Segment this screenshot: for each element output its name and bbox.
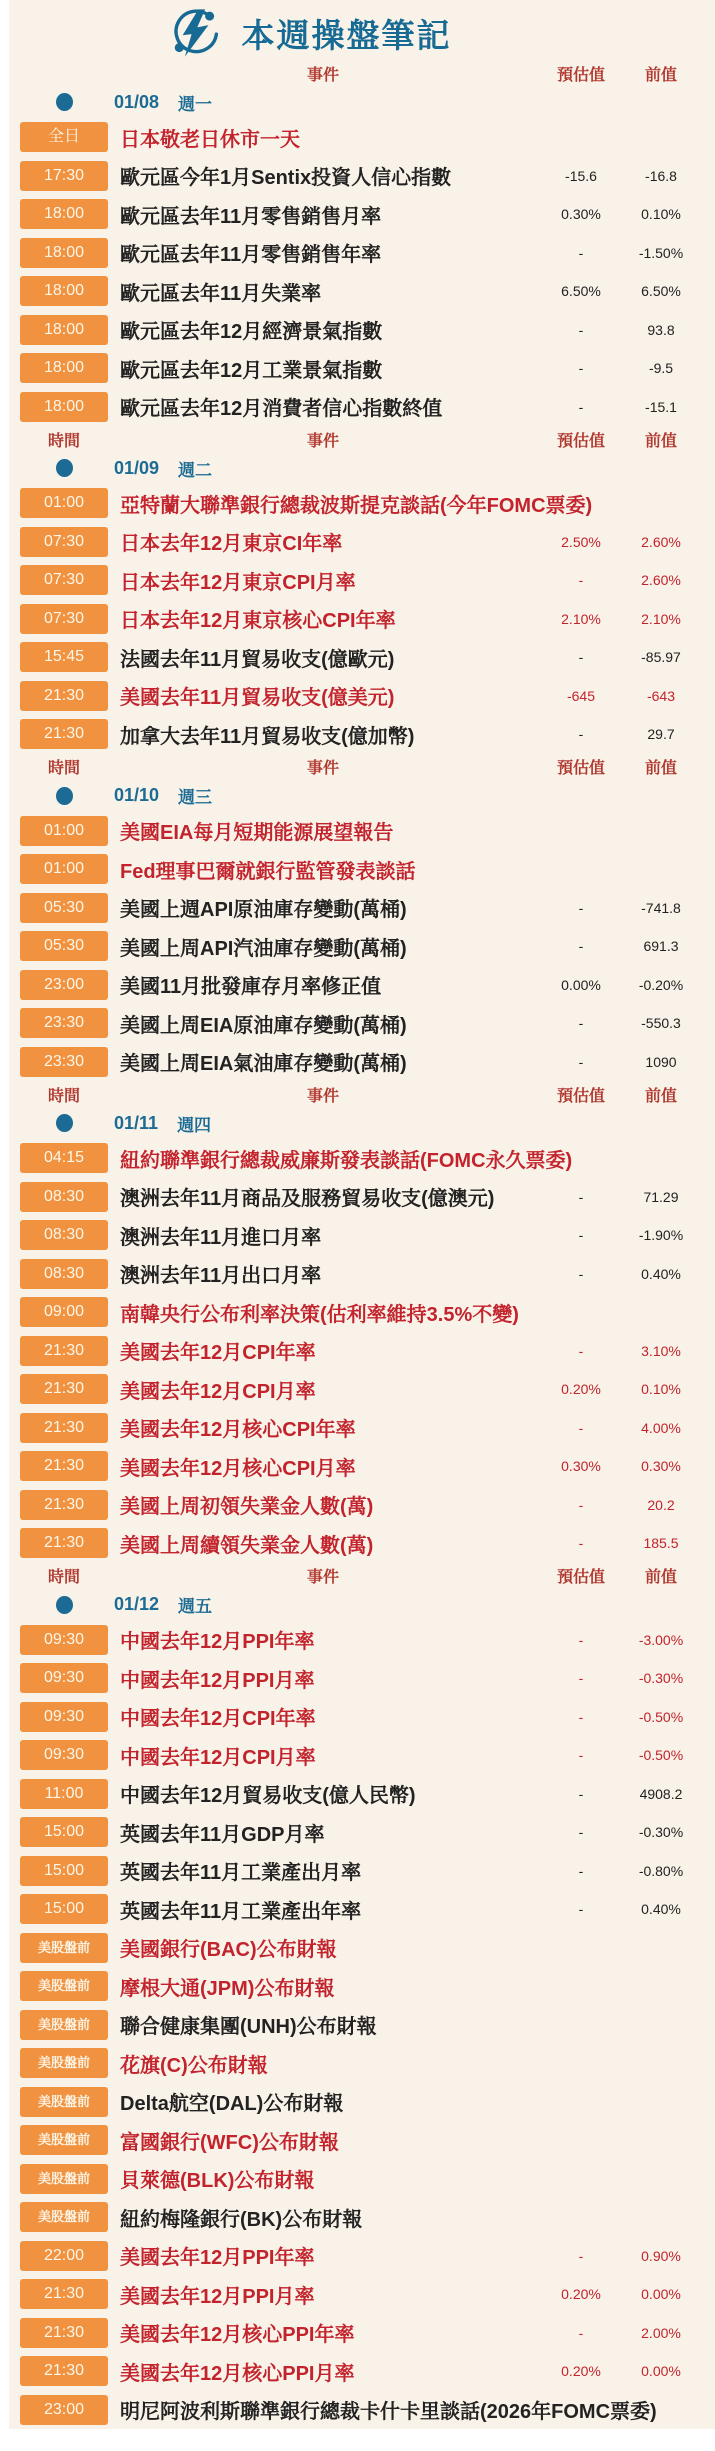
event-row (0, 1736, 715, 1775)
previous-value: -0.20% (638, 976, 684, 993)
event-row (0, 1524, 715, 1563)
event-label: 美國去年12月CPI月率 (120, 1380, 316, 1403)
estimate-value: - (578, 1015, 584, 1032)
estimate-value: - (578, 1535, 584, 1552)
estimate-value: 0.20% (561, 2363, 601, 2380)
event-label: Fed理事巴爾就銀行監管發表談話 (120, 860, 416, 883)
time-badge: 21:30 (20, 1336, 108, 1366)
event-label: 法國去年11月貿易收支(億歐元) (120, 648, 395, 671)
event-label: 中國去年12月貿易收支(億人民幣) (120, 1785, 416, 1808)
estimate-value: 0.20% (561, 2286, 601, 2303)
time-badge: 21:30 (20, 2279, 108, 2309)
weekday-label: 週四 (177, 1115, 212, 1135)
previous-value: 93.8 (647, 321, 675, 338)
estimate-value: -645 (566, 687, 596, 704)
event-row (0, 2160, 715, 2199)
time-badge: 美股盤前 (20, 1933, 108, 1963)
column-header-event: 事件 (306, 760, 339, 777)
estimate-value: - (578, 1670, 584, 1687)
column-header-estimate: 預估值 (556, 432, 605, 450)
event-row (0, 484, 715, 523)
estimate-value: - (578, 1342, 584, 1359)
time-badge: 08:30 (20, 1259, 108, 1289)
event-label: 美國銀行(BAC)公布財報 (120, 1939, 337, 1962)
previous-value: 0.10% (641, 1381, 681, 1398)
previous-value: 691.3 (643, 938, 679, 955)
event-row (0, 195, 715, 234)
estimate-value: - (578, 572, 584, 589)
column-header-row (0, 754, 715, 780)
event-label: 摩根大通(JPM)公布財報 (120, 1977, 335, 2000)
previous-value: -0.50% (638, 1708, 684, 1725)
column-header-row (0, 1081, 715, 1107)
day-section (0, 426, 715, 754)
time-badge: 18:00 (20, 276, 108, 306)
previous-value: -15.1 (645, 398, 677, 415)
previous-value: 185.5 (643, 1535, 679, 1552)
estimate-value: 0.20% (561, 1381, 601, 1398)
event-label: 美國上周API汽油庫存變動(萬桶) (120, 937, 407, 960)
previous-value: 4.00% (641, 1419, 681, 1436)
event-label: 美國去年12月核心CPI月率 (120, 1457, 356, 1480)
time-badge: 15:00 (20, 1894, 108, 1924)
time-badge: 21:30 (20, 681, 108, 711)
event-label: 貝萊德(BLK)公布財報 (120, 2170, 315, 2193)
estimate-value: 2.50% (561, 533, 601, 550)
time-badge: 09:30 (20, 1740, 108, 1770)
date-label: 01/09 (114, 457, 160, 478)
event-label: 美國上周續領失業金人數(萬) (120, 1534, 374, 1557)
event-label: 紐約聯準銀行總裁威廉斯發表談話(FOMC永久票委) (120, 1149, 573, 1172)
time-badge: 15:00 (20, 1817, 108, 1847)
event-row (0, 157, 715, 196)
estimate-value: - (578, 398, 584, 415)
previous-value: -0.80% (638, 1862, 684, 1879)
event-row (0, 1967, 715, 2006)
event-label: 聯合健康集團(UNH)公布財報 (120, 2016, 377, 2039)
event-rows (0, 118, 715, 426)
date-label: 01/10 (114, 785, 160, 805)
previous-value: -3.00% (638, 1631, 684, 1648)
column-header-estimate: 預估值 (556, 1569, 605, 1586)
time-badge: 18:00 (20, 392, 108, 422)
event-label: 澳洲去年11月商品及服務貿易收支(億澳元) (120, 1188, 495, 1211)
estimate-value: - (578, 1708, 584, 1725)
time-badge: 05:30 (20, 893, 108, 923)
event-row (0, 388, 715, 427)
column-header-event: 事件 (306, 432, 339, 450)
previous-value: 0.10% (641, 206, 681, 223)
column-header-previous: 前值 (644, 760, 677, 777)
event-label: 中國去年12月PPI月率 (120, 1669, 315, 1692)
event-label: 中國去年12月CPI年率 (120, 1708, 316, 1731)
event-label: 歐元區今年1月Sentix投資人信心指數 (120, 167, 452, 190)
bullet-dot-icon (56, 93, 73, 111)
page-title: 本週操盤筆記 (241, 16, 452, 54)
event-row (0, 850, 715, 889)
estimate-value: - (578, 726, 584, 743)
bullet-dot-icon (56, 1114, 73, 1132)
event-label: 美國去年12月CPI年率 (120, 1342, 316, 1365)
event-row (0, 2391, 715, 2430)
time-badge: 美股盤前 (20, 2164, 108, 2194)
event-label: 紐約梅隆銀行(BK)公布財報 (120, 2208, 363, 2231)
previous-value: 29.7 (647, 726, 675, 743)
time-badge: 08:30 (20, 1220, 108, 1250)
estimate-value: 2.10% (561, 610, 601, 627)
event-row (0, 2006, 715, 2045)
event-label: 美國去年12月核心CPI年率 (120, 1419, 356, 1442)
previous-value: -550.3 (641, 1015, 681, 1032)
event-label: 澳洲去年11月進口月率 (120, 1226, 322, 1249)
previous-value: -85.97 (641, 649, 681, 666)
estimate-value: - (578, 1631, 584, 1648)
event-row (0, 2314, 715, 2353)
estimate-value: - (578, 1265, 584, 1282)
event-row (0, 1370, 715, 1409)
event-label: 富國銀行(WFC)公布財報 (120, 2131, 339, 2154)
column-header-event: 事件 (306, 66, 339, 84)
column-header-row (0, 1563, 715, 1589)
time-badge: 15:00 (20, 1856, 108, 1886)
previous-value: 2.00% (641, 2324, 681, 2341)
time-badge: 01:00 (20, 488, 108, 518)
time-badge: 21:30 (20, 2318, 108, 2348)
time-badge: 15:45 (20, 642, 108, 672)
event-row (0, 1178, 715, 1217)
event-row (0, 523, 715, 562)
event-label: 美國上周初領失業金人數(萬) (120, 1496, 374, 1519)
previous-value: 0.40% (641, 1901, 681, 1918)
time-badge: 09:00 (20, 1297, 108, 1327)
event-rows (0, 812, 715, 1082)
time-badge: 美股盤前 (20, 2010, 108, 2040)
column-header-time: 時間 (47, 432, 80, 450)
column-header-previous: 前值 (644, 1569, 677, 1586)
time-badge: 04:15 (20, 1143, 108, 1173)
estimate-value: - (578, 2324, 584, 2341)
event-row (0, 349, 715, 388)
time-badge: 07:30 (20, 527, 108, 557)
event-row (0, 1929, 715, 1968)
previous-value: 2.10% (641, 610, 681, 627)
event-row (0, 927, 715, 966)
previous-value: 0.40% (641, 1265, 681, 1282)
previous-value: -9.5 (648, 360, 674, 377)
time-badge: 美股盤前 (20, 2087, 108, 2117)
event-row (0, 1852, 715, 1891)
estimate-value: - (578, 1824, 584, 1841)
event-label: 美國去年12月PPI年率 (120, 2247, 315, 2270)
time-badge: 09:30 (20, 1702, 108, 1732)
previous-value: 71.29 (643, 1188, 679, 1205)
time-badge: 07:30 (20, 565, 108, 595)
event-row (0, 1293, 715, 1332)
event-row (0, 2044, 715, 2083)
column-header-time: 時間 (47, 1087, 80, 1105)
time-badge: 09:30 (20, 1663, 108, 1693)
event-row (0, 2083, 715, 2122)
previous-value: 6.50% (641, 283, 681, 300)
estimate-value: - (578, 2247, 584, 2264)
time-badge: 11:00 (20, 1779, 108, 1809)
date-row (0, 1589, 715, 1621)
estimate-value: - (578, 938, 584, 955)
time-badge: 21:30 (20, 1451, 108, 1481)
date-row (0, 780, 715, 812)
event-label: 歐元區去年11月零售銷售年率 (120, 244, 382, 267)
event-label: 英國去年11月GDP月率 (120, 1823, 325, 1846)
estimate-value: - (578, 1227, 584, 1244)
estimate-value: - (578, 1419, 584, 1436)
event-row (0, 1043, 715, 1082)
event-row (0, 638, 715, 677)
event-row (0, 1004, 715, 1043)
event-row (0, 600, 715, 639)
event-label: 澳洲去年11月出口月率 (120, 1265, 322, 1288)
estimate-value: 0.00% (561, 976, 601, 993)
event-label: 美國上周EIA原油庫存變動(萬桶) (120, 1014, 407, 1037)
previous-value: 0.00% (641, 2363, 681, 2380)
day-section (0, 1081, 715, 1563)
event-row (0, 889, 715, 928)
estimate-value: - (578, 1747, 584, 1764)
column-header-previous: 前值 (644, 66, 677, 84)
event-label: 美國去年12月PPI月率 (120, 2285, 315, 2308)
lightning-orbit-logo (168, 6, 222, 60)
date-row (0, 1107, 715, 1139)
event-row (0, 1332, 715, 1371)
estimate-value: 6.50% (561, 283, 601, 300)
time-badge: 美股盤前 (20, 2202, 108, 2232)
previous-value: 3.10% (641, 1342, 681, 1359)
event-row (0, 272, 715, 311)
event-row (0, 1139, 715, 1178)
event-label: 日本去年12月東京CPI月率 (120, 571, 356, 594)
weekday-label: 週三 (178, 788, 213, 807)
estimate-value: 0.30% (561, 1458, 601, 1475)
event-row (0, 2275, 715, 2314)
estimate-value: - (578, 360, 584, 377)
estimate-value: - (578, 649, 584, 666)
event-label: 歐元區去年12月消費者信心指數終值 (120, 398, 443, 421)
event-label: 南韓央行公布利率決策(估利率維持3.5%不變) (120, 1303, 519, 1326)
previous-value: -1.50% (638, 244, 684, 261)
previous-value: 0.90% (641, 2247, 681, 2264)
time-badge: 23:00 (20, 2395, 108, 2425)
estimate-value: -15.6 (565, 167, 597, 184)
estimate-value: - (578, 1785, 584, 1802)
column-header-time: 時間 (47, 1569, 80, 1586)
time-badge: 07:30 (20, 604, 108, 634)
event-row (0, 1486, 715, 1525)
previous-value: -0.50% (638, 1747, 684, 1764)
event-label: Delta航空(DAL)公布財報 (120, 2093, 344, 2116)
weekday-label: 週二 (178, 460, 213, 480)
previous-value: 2.60% (641, 533, 681, 550)
event-row (0, 311, 715, 350)
event-row (0, 2121, 715, 2160)
event-row (0, 1216, 715, 1255)
time-badge: 09:30 (20, 1625, 108, 1655)
time-badge: 18:00 (20, 353, 108, 383)
column-header-estimate: 預估值 (556, 760, 605, 777)
time-badge: 全日 (20, 122, 108, 152)
event-row (0, 1890, 715, 1929)
time-badge: 18:00 (20, 199, 108, 229)
column-header-estimate: 預估值 (556, 66, 605, 84)
date-label: 01/12 (114, 1594, 160, 1614)
event-rows (0, 484, 715, 754)
time-badge: 美股盤前 (20, 2125, 108, 2155)
calendar (0, 60, 715, 2429)
event-rows (0, 1139, 715, 1563)
event-row (0, 118, 715, 157)
time-badge: 22:00 (20, 2241, 108, 2271)
time-badge: 01:00 (20, 854, 108, 884)
event-label: 花旗(C)公布財報 (120, 2054, 268, 2077)
date-row (0, 452, 715, 484)
date-row (0, 86, 715, 118)
estimate-value: - (578, 321, 584, 338)
event-label: 英國去年11月工業產出年率 (120, 1900, 362, 1923)
event-label: 歐元區去年12月工業景氣指數 (120, 359, 383, 382)
weekday-label: 週一 (178, 94, 213, 114)
time-badge: 08:30 (20, 1182, 108, 1212)
time-badge: 21:30 (20, 1374, 108, 1404)
estimate-value: 0.30% (561, 206, 601, 223)
event-label: 英國去年11月工業產出月率 (120, 1862, 362, 1885)
event-row (0, 2237, 715, 2276)
event-label: 美國11月批發庫存月率修正值 (120, 976, 382, 999)
column-header-time: 時間 (47, 760, 80, 777)
date-label: 01/08 (114, 91, 160, 112)
event-label: 中國去年12月PPI年率 (120, 1631, 315, 1654)
time-badge: 18:00 (20, 238, 108, 268)
previous-value: -0.30% (638, 1670, 684, 1687)
time-badge: 21:30 (20, 1528, 108, 1558)
previous-value: -16.8 (645, 167, 677, 184)
column-header-event: 事件 (306, 1087, 339, 1105)
event-row (0, 1698, 715, 1737)
column-header-row (0, 426, 715, 452)
event-label: 歐元區去年12月經濟景氣指數 (120, 321, 383, 344)
event-label: 歐元區去年11月零售銷售月率 (120, 205, 382, 228)
column-header-event: 事件 (306, 1569, 339, 1586)
page-bottom-strip (9, 2429, 715, 2451)
date-label: 01/11 (114, 1112, 159, 1133)
event-label: 美國去年11月貿易收支(億美元) (120, 687, 395, 710)
column-header-previous: 前值 (644, 432, 677, 450)
previous-value: 1090 (645, 1053, 677, 1070)
event-row (0, 966, 715, 1005)
event-row (0, 677, 715, 716)
estimate-value: - (578, 1188, 584, 1205)
event-label: 中國去年12月CPI月率 (120, 1746, 316, 1769)
time-badge: 美股盤前 (20, 1971, 108, 2001)
previous-value: -1.90% (638, 1227, 684, 1244)
time-badge: 01:00 (20, 816, 108, 846)
time-badge: 21:30 (20, 2356, 108, 2386)
previous-value: 20.2 (647, 1496, 675, 1513)
weekday-label: 週五 (178, 1597, 213, 1616)
bullet-dot-icon (56, 459, 73, 477)
previous-value: 0.00% (641, 2286, 681, 2303)
event-label: 美國去年12月核心PPI年率 (120, 2324, 355, 2347)
event-label: 美國EIA每月短期能源展望報告 (120, 822, 394, 845)
time-badge: 18:00 (20, 315, 108, 345)
event-label: 美國上週API原油庫存變動(萬桶) (120, 899, 407, 922)
event-row (0, 561, 715, 600)
estimate-value: - (578, 899, 584, 916)
day-section (0, 60, 715, 426)
estimate-value: - (578, 1053, 584, 1070)
event-label: 美國上周EIA氣油庫存變動(萬桶) (120, 1053, 407, 1076)
event-row (0, 1659, 715, 1698)
previous-value: 0.30% (641, 1458, 681, 1475)
event-row (0, 812, 715, 851)
event-label: 日本去年12月東京CI年率 (120, 533, 343, 556)
page-header (0, 6, 667, 60)
event-label: 日本敬老日休市一天 (120, 128, 300, 151)
bullet-dot-icon (56, 1596, 73, 1614)
event-row (0, 1409, 715, 1448)
event-row (0, 1447, 715, 1486)
event-row (0, 715, 715, 754)
day-section (0, 1563, 715, 2430)
previous-value: 2.60% (641, 572, 681, 589)
event-row (0, 1255, 715, 1294)
event-rows (0, 1621, 715, 2430)
column-header-estimate: 預估值 (556, 1087, 605, 1105)
time-badge: 23:30 (20, 1047, 108, 1077)
event-row (0, 1621, 715, 1660)
estimate-value: - (578, 244, 584, 261)
estimate-value: - (578, 1862, 584, 1879)
bullet-dot-icon (56, 787, 73, 805)
estimate-value: - (578, 1901, 584, 1918)
time-badge: 美股盤前 (20, 2048, 108, 2078)
event-label: 明尼阿波利斯聯準銀行總裁卡什卡里談話(2026年FOMC票委) (120, 2401, 657, 2424)
previous-value: 4908.2 (639, 1785, 683, 1802)
event-label: 加拿大去年11月貿易收支(億加幣) (120, 725, 415, 748)
event-label: 日本去年12月東京核心CPI年率 (120, 610, 396, 633)
event-row (0, 2352, 715, 2391)
time-badge: 05:30 (20, 931, 108, 961)
time-badge: 21:30 (20, 719, 108, 749)
event-row (0, 2198, 715, 2237)
event-row (0, 1775, 715, 1814)
time-badge: 21:30 (20, 1490, 108, 1520)
day-section (0, 754, 715, 1082)
time-badge: 21:30 (20, 1413, 108, 1443)
time-badge: 23:30 (20, 1008, 108, 1038)
column-header-row (0, 60, 715, 86)
event-row (0, 234, 715, 273)
event-row (0, 1813, 715, 1852)
time-badge: 17:30 (20, 161, 108, 191)
event-label: 亞特蘭大聯準銀行總裁波斯提克談話(今年FOMC票委) (120, 494, 593, 517)
previous-value: -741.8 (641, 899, 681, 916)
event-label: 歐元區去年11月失業率 (120, 282, 322, 305)
time-badge: 23:00 (20, 970, 108, 1000)
event-label: 美國去年12月核心PPI月率 (120, 2362, 355, 2385)
column-header-previous: 前值 (644, 1087, 677, 1105)
previous-value: -643 (646, 687, 676, 704)
previous-value: -0.30% (638, 1824, 684, 1841)
estimate-value: - (578, 1496, 584, 1513)
